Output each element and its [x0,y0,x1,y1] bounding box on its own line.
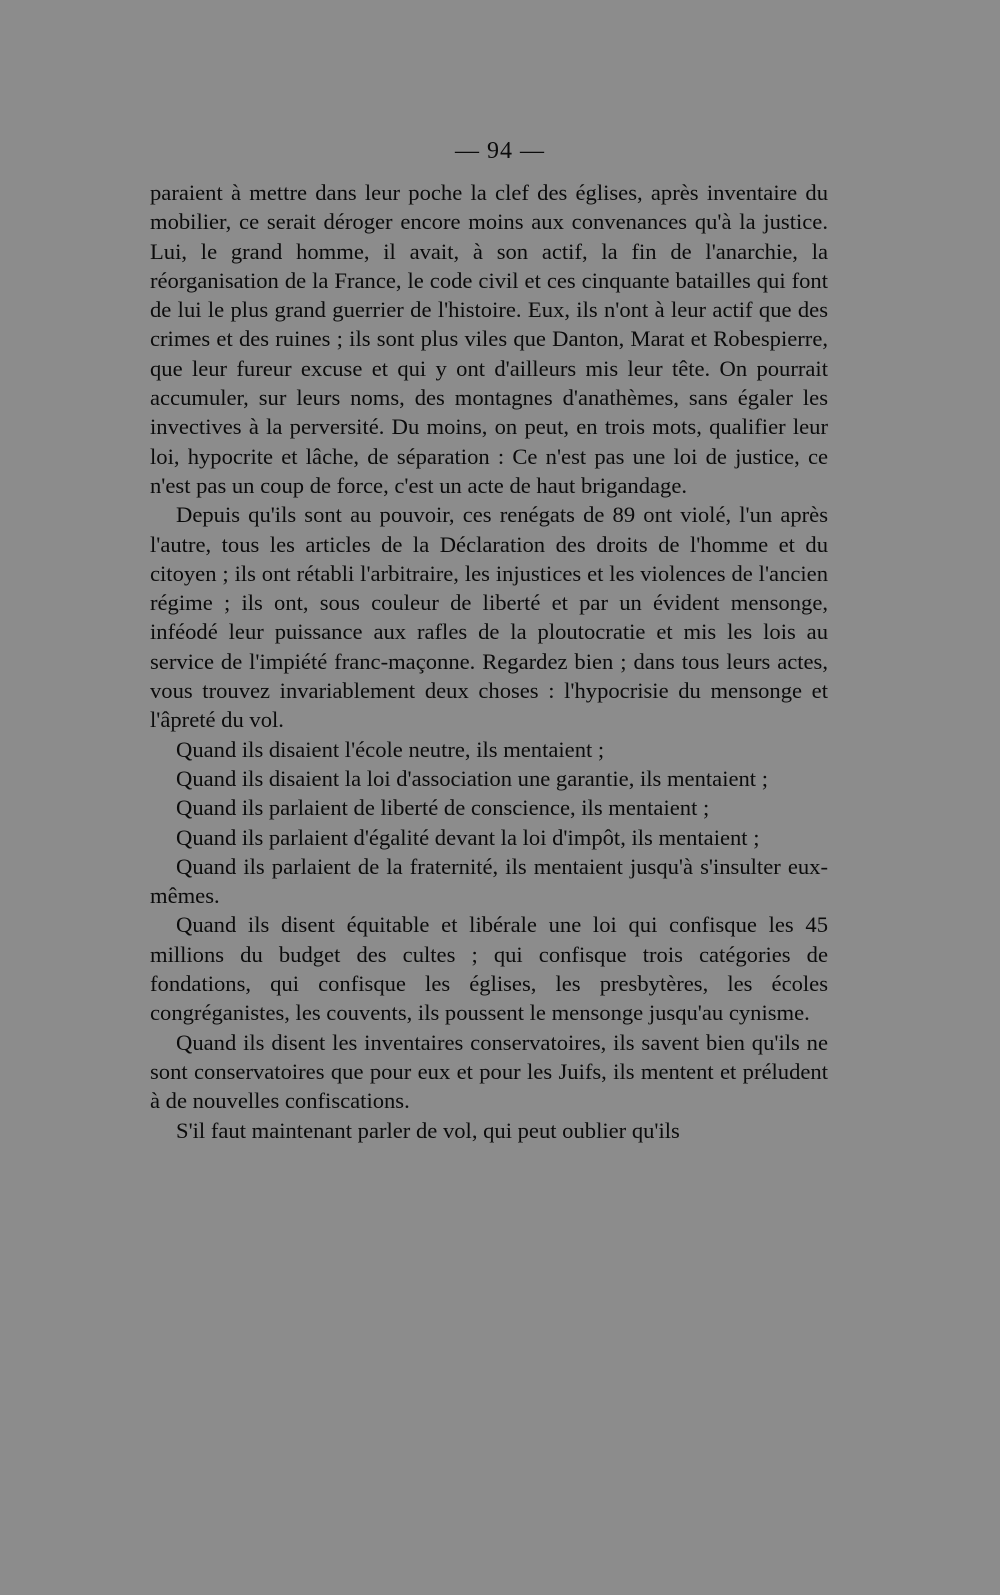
paragraph: Depuis qu'ils sont au pouvoir, ces renégats de 89 ont violé, l'un après l'autre, tous les articles de la Déclaration des droits de l'homme et du citoyen ; ils ont rétabli l'arbitraire, les injustices et les violences de l'ancien régime ; ils ont, sous couleur de liberté et par un évident mensonge, inféodé leur puissance aux rafles de la ploutocratie et mis les lois au service de l'impiété franc-maçonne. Regardez bien ; dans tous leurs actes, vous trouvez invariablement deux choses : l'hypocrisie du mensonge et l'âpreté du vol. [150,502,828,733]
paragraph: Quand ils parlaient d'égalité devant la loi d'impôt, ils mentaient ; [176,824,760,850]
paragraph: Quand ils disent les inventaires conservatoires, ils savent bien qu'ils ne sont conservatoires que pour eux et pour les Juifs, ils mentent et préludent à de nouvelles confiscations. [150,1029,828,1114]
paragraph: Quand ils disaient l'école neutre, ils mentaient ; [176,736,605,762]
paragraph: Quand ils disaient la loi d'association une garantie, ils mentaient ; [176,765,768,791]
paragraph: paraient à mettre dans leur poche la clef des églises, après inventaire du mobilier, ce serait déroger encore moins aux convenances qu'à la justice. Lui, le grand homme, il avait, à son actif, la fin de l'anarchie, la réorganisation de la France, le code civil et ces cinquante batailles qui font de lui le plus grand guerrier de l'histoire. Eux, ils n'ont à leur actif que des crimes et des ruines ; ils sont plus viles que Danton, Marat et Robespierre, que leur fureur excuse et qui y ont d'ailleurs mis leur tête. On pourrait accumuler, sur leurs noms, des montagnes d'anathèmes, sans égaler les invectives à la perversité. Du moins, on peut, en trois mots, qualifier leur loi, hypocrite et lâche, de séparation : Ce n'est pas une loi de justice, ce n'est pas un coup de force, c'est un acte de haut brigandage. [150,180,828,498]
paragraph: S'il faut maintenant parler de vol, qui peut oublier qu'ils [176,1117,680,1143]
paragraph: Quand ils parlaient de la fraternité, ils mentaient jusqu'à s'insulter eux-mêmes. [150,853,828,909]
page-number: — 94 — [455,138,545,164]
body-text [150,178,828,1145]
paragraph: Quand ils disent équitable et libérale une loi qui confisque les 45 millions du budget des cultes ; qui confisque trois catégories de fondations, qui confisque les églises, les presbytères, les écoles congréganistes, les couvents, ils poussent le mensonge jusqu'au cynisme. [150,912,828,1026]
paragraph: Quand ils parlaient de liberté de conscience, ils mentaient ; [176,795,710,821]
